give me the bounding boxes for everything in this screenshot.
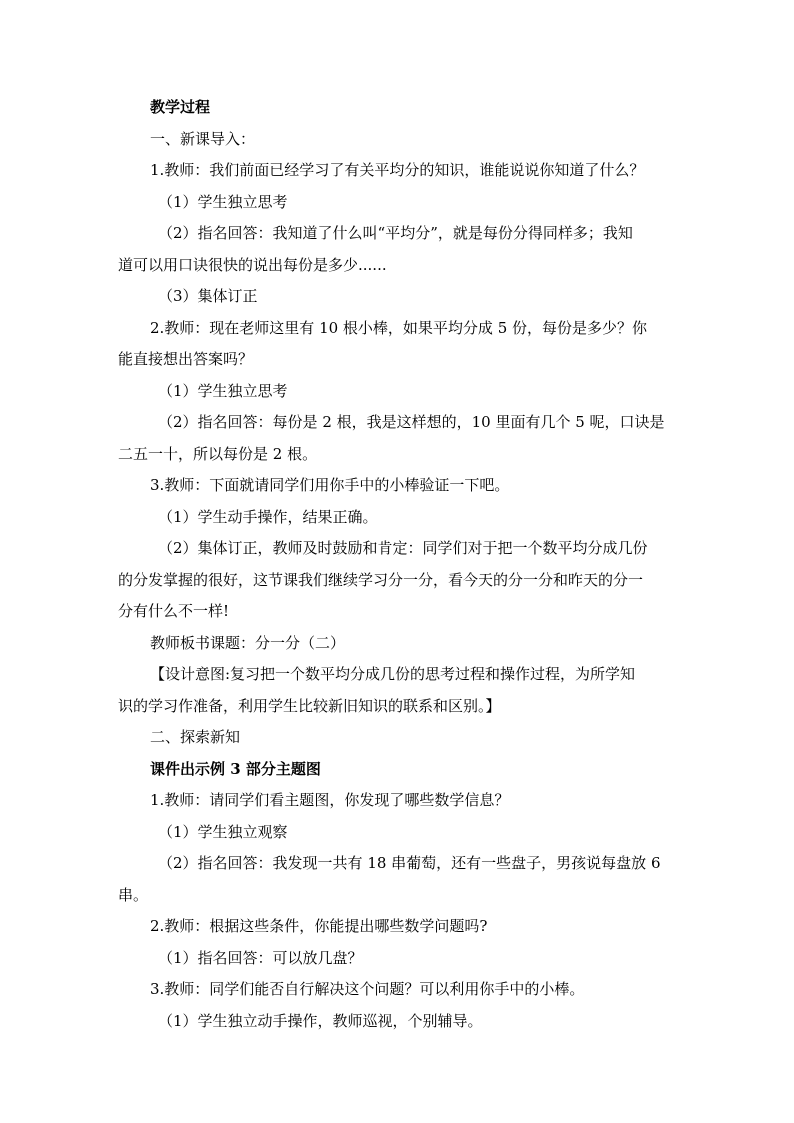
paragraph-line: （1）学生独立动手操作，教师巡视，个别辅导。 — [158, 1011, 483, 1030]
paragraph-line: 的分发掌握的很好，这节课我们继续学习分一分，看今天的分一分和昨天的分一 — [118, 570, 644, 589]
paragraph-line: 2.教师：根据这些条件，你能提出哪些数学问题吗? — [150, 917, 488, 935]
paragraph-line: 1.教师：我们前面已经学习了有关平均分的知识，谁能说说你知道了什么？ — [150, 161, 645, 179]
paragraph-line: （2）指名回答：每份是 2 根，我是这样想的，10 里面有几个 5 呢，口诀是 — [158, 413, 665, 431]
paragraph-line: （1）学生独立思考 — [158, 381, 288, 400]
paragraph-line: 分有什么不一样! — [118, 602, 230, 620]
paragraph-line: 2.教师：现在老师这里有 10 根小棒，如果平均分成 5 份，每份是多少？你 — [150, 318, 648, 337]
paragraph-line: （2）指名回答：我发现一共有 18 串葡萄，还有一些盘子，男孩说每盘放 6 — [158, 854, 661, 872]
paragraph-line: 3.教师：下面就请同学们用你手中的小棒验证一下吧。 — [150, 476, 510, 494]
paragraph-line: （2）集体订正，教师及时鼓励和肯定：同学们对于把一个数平均分成几份 — [158, 539, 648, 557]
subheading-courseware: 课件出示例 3 部分主题图 — [150, 759, 321, 778]
section-heading-explore: 二、探索新知 — [150, 728, 241, 746]
section-heading-intro: 一、新课导入： — [150, 129, 256, 148]
paragraph-line: 教师板书课题：分一分（二） — [150, 633, 346, 652]
paragraph-line: （1）指名回答：可以放几盘？ — [158, 948, 363, 967]
paragraph-line: （1）学生独立观察 — [158, 822, 288, 841]
section-heading-teaching-process: 教学过程 — [150, 98, 211, 116]
paragraph-line: 1.教师：请同学们看主题图，你发现了哪些数学信息？ — [150, 791, 510, 809]
paragraph-line: 3.教师：同学们能否自行解决这个问题？可以利用你手中的小棒。 — [150, 980, 585, 998]
design-intent-note: 【设计意图:复习把一个数平均分成几份的思考过程和操作过程，为所学知 — [150, 665, 636, 683]
paragraph-line: 道可以用口诀很快的说出每份是多少...... — [118, 255, 387, 274]
paragraph-line: 串。 — [118, 885, 149, 904]
design-intent-note: 识的学习作准备，利用学生比较新旧知识的联系和区别。】 — [118, 696, 501, 715]
paragraph-line: 二五一十，所以每份是 2 根。 — [118, 444, 318, 463]
paragraph-line: （3）集体订正 — [158, 287, 258, 305]
paragraph-line: （2）指名回答：我知道了什么叫“平均分”，就是每份分得同样多；我知 — [158, 224, 633, 242]
paragraph-line: 能直接想出答案吗？ — [118, 350, 254, 368]
document-body — [118, 92, 678, 1037]
paragraph-line: （1）学生独立思考 — [158, 192, 288, 211]
paragraph-line: （1）学生动手操作，结果正确。 — [158, 507, 378, 526]
